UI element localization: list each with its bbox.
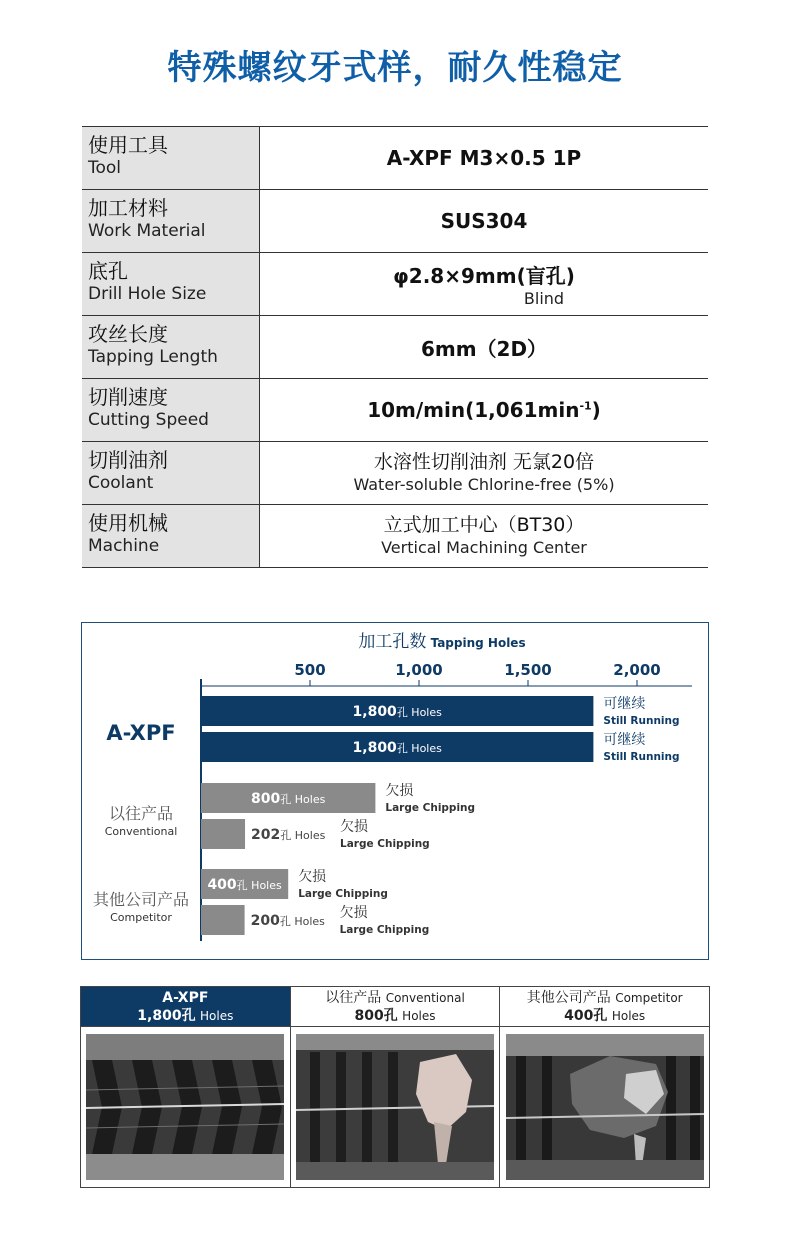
spec-value-en: Vertical Machining Center — [381, 538, 587, 557]
group-label-axpf: A-XPF — [106, 721, 176, 745]
photo-count: 800孔 — [354, 1008, 398, 1024]
speed-close: ) — [591, 398, 601, 422]
spec-key-en: Cutting Speed — [88, 410, 209, 430]
bar-note-en: Large Chipping — [339, 924, 430, 936]
group-label-conventional: 以往产品 — [108, 804, 174, 823]
photo-header — [81, 987, 290, 1027]
spec-key-cn: 攻丝长度 — [88, 322, 168, 346]
spec-table — [82, 126, 708, 568]
bar-value: 1,800 — [352, 704, 397, 720]
x-tick-label: 500 — [294, 661, 326, 679]
bar-note-en: Large Chipping — [385, 802, 476, 814]
photo-name-line — [500, 989, 709, 1007]
bar-note-cn: 欠损 — [298, 869, 327, 885]
chart-canvas — [82, 623, 708, 959]
spec-row-machine — [82, 505, 708, 568]
photo-col-axpf — [81, 987, 291, 1187]
photo-conventional — [291, 1027, 500, 1187]
tapping-holes-chart — [81, 622, 709, 960]
bar — [201, 819, 245, 849]
bar-label — [251, 827, 326, 843]
spec-key-cn: 切削油剂 — [88, 448, 168, 472]
bar-note-cn: 欠损 — [339, 905, 368, 921]
photo-competitor — [500, 1027, 709, 1187]
photo-header — [500, 987, 709, 1027]
bar-note-en: Still Running — [603, 715, 680, 727]
photo-count-line — [81, 1007, 290, 1025]
spec-value-sub: Blind — [523, 289, 565, 308]
bar-label — [251, 791, 326, 807]
spec-key — [82, 190, 260, 252]
bar-value: 200 — [250, 913, 280, 929]
photo-name: 以往产品 — [325, 990, 382, 1006]
photo-name-en: Competitor — [615, 991, 683, 1005]
bar-value: 800 — [251, 791, 281, 807]
bar-unit: 孔 Holes — [279, 915, 325, 928]
bar-value: 400 — [207, 877, 237, 893]
photo-unit: Holes — [611, 1009, 646, 1023]
spec-value-main: φ2.8×9mm(盲孔) — [393, 264, 575, 288]
spec-key — [82, 316, 260, 378]
spec-value — [260, 379, 708, 441]
thread-photo-intact — [86, 1034, 284, 1180]
speed-exponent: -1 — [579, 399, 592, 413]
spec-key-en: Machine — [88, 536, 160, 556]
photo-header — [291, 987, 500, 1027]
spec-value-cn: 立式加工中心（BT30） — [383, 514, 585, 536]
spec-key-cn: 底孔 — [88, 259, 128, 283]
spec-row-drill-hole — [82, 253, 708, 316]
photo-name-line — [291, 989, 500, 1007]
spec-row-material — [82, 190, 708, 253]
photo-col-conventional — [291, 987, 501, 1187]
spec-value — [260, 190, 708, 252]
spec-key-cn: 使用工具 — [88, 133, 168, 157]
spec-key-cn: 加工材料 — [88, 196, 168, 220]
bar-note-cn: 可继续 — [603, 696, 646, 712]
spec-value-main: A-XPF M3×0.5 1P — [386, 146, 582, 170]
photo-col-competitor — [500, 987, 709, 1187]
chart-title-en: Tapping Holes — [426, 636, 526, 650]
bar-label — [207, 877, 282, 893]
bar-unit: 孔 Holes — [280, 793, 326, 806]
bar-unit: 孔 Holes — [236, 879, 282, 892]
spec-value-cn: 水溶性切削油剂 无氯20倍 — [373, 451, 595, 473]
spec-key-en: Coolant — [88, 473, 154, 493]
bar-note-cn: 可继续 — [603, 732, 646, 748]
photo-unit: Holes — [200, 1009, 234, 1023]
photo-name: A-XPF — [162, 990, 209, 1006]
spec-key — [82, 379, 260, 441]
photo-axpf — [81, 1027, 290, 1187]
spec-value — [260, 127, 708, 189]
chart-title-cn: 加工孔数 — [358, 632, 427, 652]
spec-key — [82, 127, 260, 189]
bar-label — [251, 913, 326, 929]
photo-name-en: Conventional — [385, 991, 465, 1005]
spec-key-en: Drill Hole Size — [88, 284, 207, 304]
bar-unit: 孔 Holes — [280, 829, 326, 842]
bar-value: 202 — [251, 827, 281, 843]
spec-key — [82, 442, 260, 504]
spec-value — [260, 442, 708, 504]
thread-photo-chipped — [296, 1034, 494, 1180]
spec-row-cutting-speed — [82, 379, 708, 442]
spec-key — [82, 505, 260, 567]
x-tick-label: 1,000 — [395, 661, 443, 679]
photo-count-line — [291, 1007, 500, 1025]
bar-note-cn: 欠损 — [340, 819, 369, 835]
spec-value — [260, 505, 708, 567]
spec-value-en: Water-soluble Chlorine-free (5%) — [353, 475, 615, 494]
bar-value: 1,800 — [352, 740, 397, 756]
spec-row-tapping-length — [82, 316, 708, 379]
spec-key-cn: 使用机械 — [88, 511, 168, 535]
photo-unit: Holes — [402, 1009, 436, 1023]
spec-key-cn: 切削速度 — [88, 385, 168, 409]
bar-note-en: Large Chipping — [340, 838, 430, 850]
spec-value — [260, 253, 708, 315]
bar-note-en: Large Chipping — [298, 888, 388, 900]
group-label-competitor-en: Competitor — [110, 911, 172, 924]
photo-count: 400孔 — [564, 1008, 608, 1024]
bar-note-en: Still Running — [603, 751, 680, 763]
spec-key-en: Work Material — [88, 221, 206, 241]
spec-value-main — [367, 398, 601, 422]
spec-row-coolant — [82, 442, 708, 505]
thread-photo-chipped — [506, 1034, 704, 1180]
bar-label — [353, 704, 443, 720]
bar-unit: 孔 Holes — [396, 742, 442, 755]
bar-unit: 孔 Holes — [396, 706, 442, 719]
page-title: 特殊螺纹牙式样，耐久性稳定 — [167, 48, 623, 88]
spec-key-en: Tapping Length — [88, 347, 218, 367]
chart-title — [358, 632, 525, 652]
spec-key-en: Tool — [88, 158, 122, 178]
bar-note-cn: 欠损 — [385, 783, 414, 799]
bar-label — [353, 740, 443, 756]
group-label-conventional-en: Conventional — [104, 825, 178, 838]
spec-value-main: SUS304 — [440, 209, 528, 233]
spec-row-tool — [82, 127, 708, 190]
photo-count: 1,800孔 — [137, 1008, 196, 1024]
bar — [201, 905, 245, 935]
spec-value — [260, 316, 708, 378]
x-tick-label: 1,500 — [504, 661, 552, 679]
photo-count-line — [500, 1007, 709, 1025]
x-tick-label: 2,000 — [613, 661, 661, 679]
spec-key — [82, 253, 260, 315]
group-label-competitor: 其他公司产品 — [92, 890, 190, 909]
spec-value-main: 6mm（2D） — [420, 336, 548, 361]
photo-comparison — [80, 986, 710, 1188]
photo-name: 其他公司产品 — [526, 990, 611, 1006]
speed-value: 10m/min(1,061min — [367, 398, 580, 422]
